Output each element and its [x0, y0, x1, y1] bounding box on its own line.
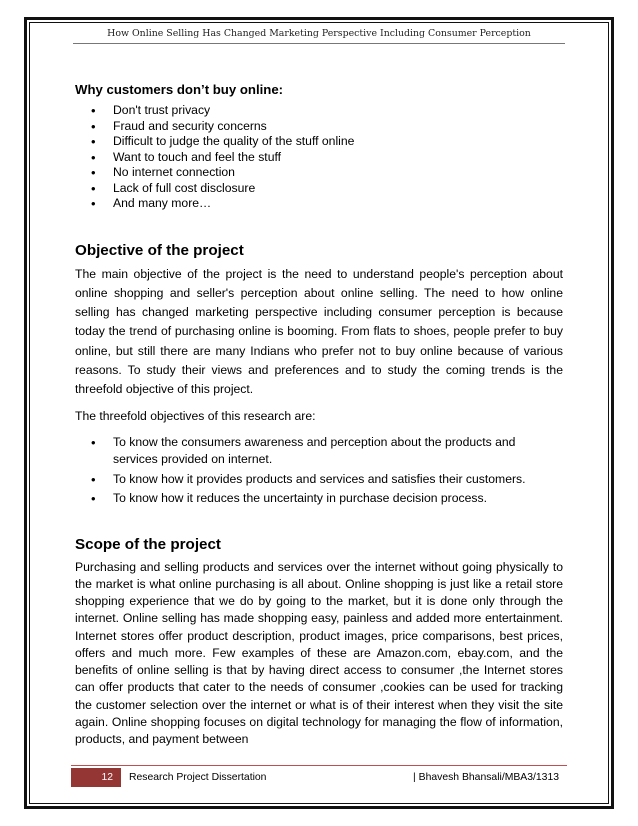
list-item: • No internet connection [75, 165, 563, 181]
objective-paragraph: The main objective of the project is the need to understand people's perception about online shopping and seller's perception about online selling. The need to how online selling has changed marketing perspective including consumer perception is because today the trend of purchasing online is booming. From flats to shoes, people prefer to buy online, but still there are many Indians who prefer not to buy online because of various reasons. To study their views and preferences and to study the coming trends is the threefold objective of this project. [75, 266, 563, 397]
list-item: • Don't trust privacy [75, 103, 563, 119]
list-item: • To know how it provides products and services and satisfies their customers. [75, 471, 563, 489]
page-content [75, 72, 563, 748]
list-item: • Lack of full cost disclosure [75, 181, 563, 197]
list-item: • Difficult to judge the quality of the stuff online [75, 134, 563, 150]
running-header: How Online Selling Has Changed Marketing Perspective Including Consumer Perception [107, 28, 531, 39]
page-footer [71, 768, 567, 790]
list-item: • Want to touch and feel the stuff [75, 150, 563, 166]
header-rule [73, 43, 565, 44]
footer-document-title: Research Project Dissertation [129, 772, 267, 783]
why-heading: Why customers don’t buy online: [75, 82, 284, 97]
scope-heading: Scope of the project [75, 535, 221, 553]
list-item: • To know how it reduces the uncertainty in purchase decision process. [75, 490, 563, 508]
scope-paragraph: Purchasing and selling products and services over the internet without going physically to the market is what online purchasing is all about. Online shopping is just like a retail store shopping experience that we do by going to the market, but it is done only through the internet. Online selling has made shopping easy, painless and added more entertainment. Internet stores offer product description, product images, price comparisons, best prices, offers and much more. Few examples of these are Amazon.com, ebay.com, and the benefits of online selling is that by having direct access to consumer ,the Internet stores can offer products that cater to the needs of consumer ,cookies can be used for tracking the customer selection over the internet or what is of their interest when they visit the site again. Online shopping focuses on digital technology for managing the flow of information, products, and payment between [75, 559, 563, 746]
list-item: • And many more… [75, 196, 563, 212]
objectives-intro: The threefold objectives of this research are: [75, 408, 316, 423]
footer-rule [71, 765, 567, 766]
footer-author: | Bhavesh Bhansali/MBA3/1313 [413, 772, 559, 783]
list-item: • Fraud and security concerns [75, 119, 563, 135]
why-list [75, 103, 563, 212]
page-number: 12 [71, 768, 121, 787]
objectives-list [75, 434, 563, 508]
list-item: • To know the consumers awareness and perception about the products and services provided on internet. [75, 434, 563, 469]
objective-heading: Objective of the project [75, 241, 244, 259]
